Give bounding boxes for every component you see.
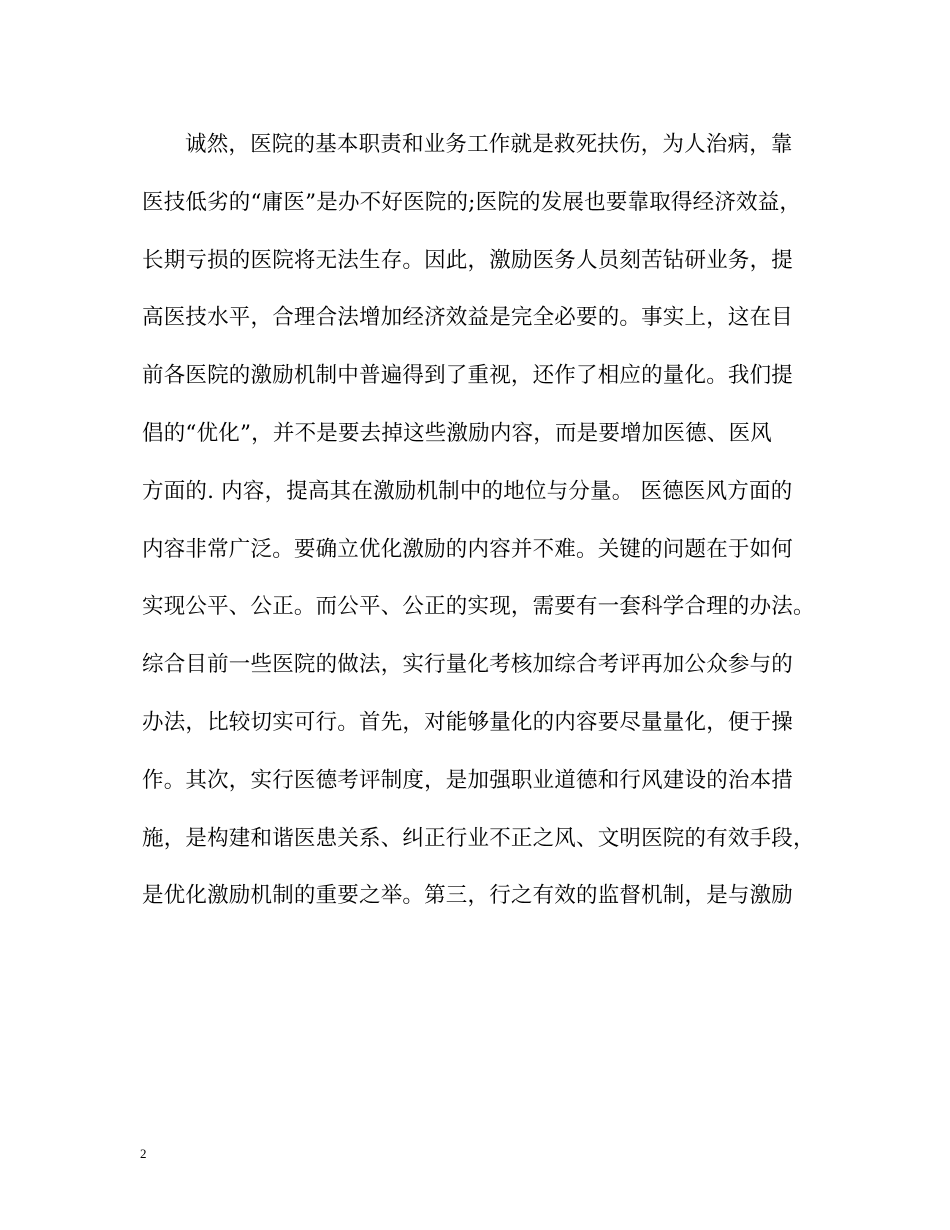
text-line: 是优化激励机制的重要之举。第三，行之有效的监督机制，是与激励 xyxy=(142,883,794,909)
text-line: 施，是构建和谐医患关系、纠正行业不正之风、文明医院的有效手段， xyxy=(142,825,815,851)
text-line: 实现公平、公正。而公平、公正的实现，需要有一套科学合理的办法。 xyxy=(142,594,815,620)
text-line: 作。其次，实行医德考评制度，是加强职业道德和行风建设的治本措 xyxy=(142,767,794,793)
text-line: 综合目前一些医院的做法，实行量化考核加综合考评再加公众参与的 xyxy=(142,652,794,678)
text-line: 高医技水平，合理合法增加经济效益是完全必要的。事实上，这在目 xyxy=(142,305,794,331)
body-text xyxy=(142,126,822,935)
page-number: 2 xyxy=(140,1146,147,1161)
text-line: 内容非常广泛。要确立优化激励的内容并不难。关键的问题在于如何 xyxy=(142,536,794,562)
text-line: 诚然，医院的基本职责和业务工作就是救死扶伤，为人治病，靠 xyxy=(185,132,793,157)
text-line: 医技低劣的“庸医”是办不好医院的;医院的发展也要靠取得经济效益， xyxy=(142,189,802,215)
text-line: 办法，比较切实可行。首先，对能够量化的内容要尽量量化，便于操 xyxy=(142,709,794,735)
text-line: 方面的. 内容，提高其在激励机制中的地位与分量。 医德医风方面的 xyxy=(142,478,793,504)
text-line: 长期亏损的医院将无法生存。因此，激励医务人员刻苦钻研业务，提 xyxy=(142,247,794,273)
text-line: 前各医院的激励机制中普遍得到了重视，还作了相应的量化。我们提 xyxy=(142,363,794,389)
text-line: 倡的“优化”，并不是要去掉这些激励内容，而是要增加医德、医风 xyxy=(142,420,772,446)
